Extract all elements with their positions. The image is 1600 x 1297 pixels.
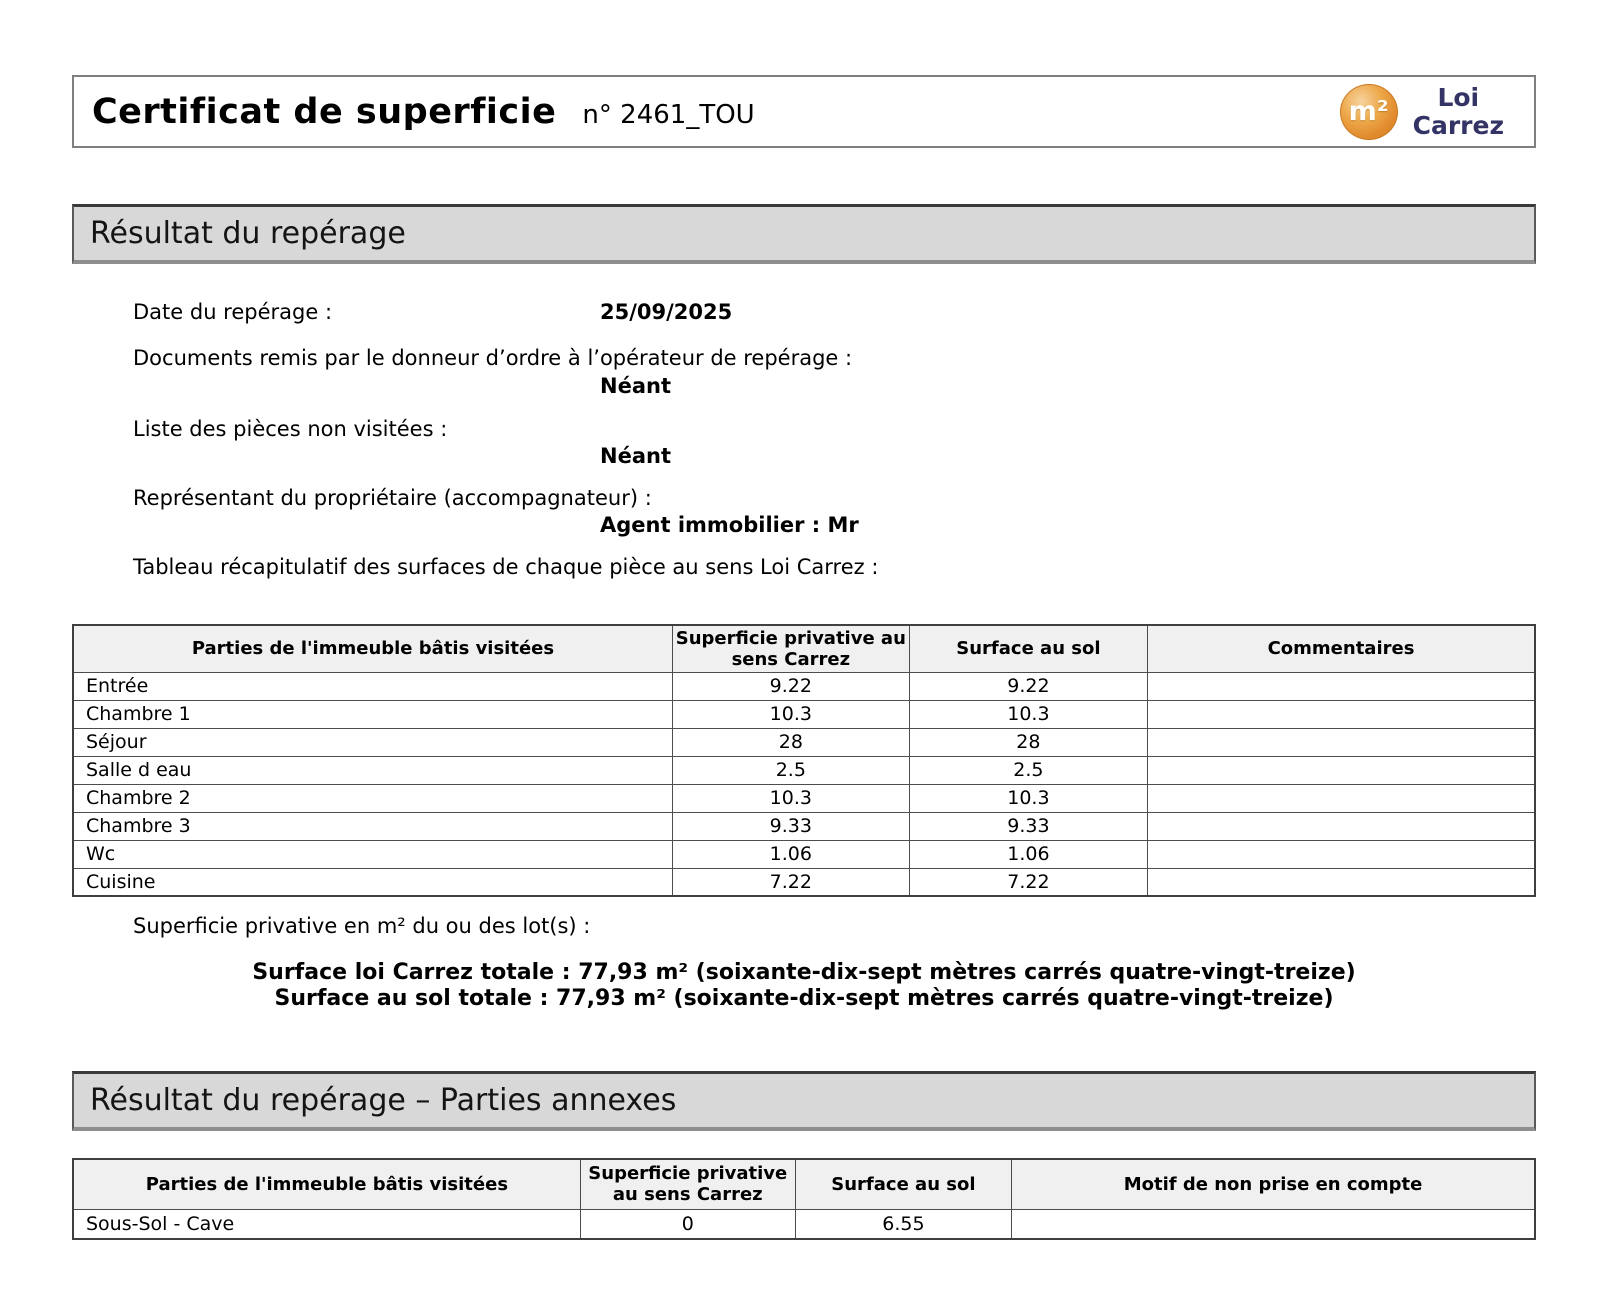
annex-table bbox=[72, 1158, 1536, 1240]
loi-carrez-label-line2: Carrez bbox=[1412, 110, 1504, 140]
table-cell: 10.3 bbox=[909, 784, 1147, 812]
table-row bbox=[73, 700, 1535, 728]
totals-intro: Superficie privative en m² du ou des lot(s) : bbox=[133, 914, 591, 938]
table-cell: Sous-Sol - Cave bbox=[73, 1209, 580, 1239]
column-header-superficie-carrez: Superficie privative au sens Carrez bbox=[672, 625, 909, 672]
table-cell: 9.33 bbox=[672, 812, 909, 840]
table-cell bbox=[1148, 840, 1535, 868]
field-value-date: 25/09/2025 bbox=[600, 300, 733, 324]
table-cell: Séjour bbox=[73, 728, 672, 756]
table-cell bbox=[1148, 700, 1535, 728]
rooms-table-intro: Tableau récapitulatif des surfaces de chaque pièce au sens Loi Carrez : bbox=[133, 555, 879, 579]
totals-block bbox=[72, 960, 1536, 1012]
total-floor-line: Surface au sol totale : 77,93 m² (soixante-dix-sept mètres carrés quatre-vingt-treize) bbox=[274, 986, 1334, 1011]
table-cell: Chambre 3 bbox=[73, 812, 672, 840]
table-cell: Chambre 1 bbox=[73, 700, 672, 728]
table-cell: Wc bbox=[73, 840, 672, 868]
field-value-representant: Agent immobilier : Mr bbox=[600, 513, 859, 537]
loi-carrez-label bbox=[1413, 84, 1504, 140]
table-cell: 9.33 bbox=[909, 812, 1147, 840]
rooms-table bbox=[72, 624, 1536, 897]
table-cell: 0 bbox=[580, 1209, 795, 1239]
table-cell: 28 bbox=[909, 728, 1147, 756]
table-cell: 10.3 bbox=[672, 700, 909, 728]
table-row bbox=[73, 728, 1535, 756]
table-cell: Salle d eau bbox=[73, 756, 672, 784]
section-header-annex bbox=[72, 1071, 1536, 1131]
column-header-motif: Motif de non prise en compte bbox=[1012, 1159, 1535, 1209]
table-cell: Entrée bbox=[73, 672, 672, 700]
section-title-main: Résultat du repérage bbox=[90, 216, 406, 251]
section-title-annex: Résultat du repérage – Parties annexes bbox=[90, 1083, 677, 1118]
field-label-representant: Représentant du propriétaire (accompagnateur) : bbox=[133, 486, 652, 510]
rooms-table-header-row bbox=[73, 625, 1535, 672]
table-cell: 9.22 bbox=[909, 672, 1147, 700]
table-row bbox=[73, 840, 1535, 868]
field-value-documents: Néant bbox=[600, 374, 671, 398]
table-row bbox=[73, 756, 1535, 784]
table-cell: 7.22 bbox=[672, 868, 909, 896]
field-label-documents: Documents remis par le donneur d’ordre à l’opérateur de repérage : bbox=[133, 346, 853, 370]
table-cell: 1.06 bbox=[672, 840, 909, 868]
field-label-date: Date du repérage : bbox=[133, 300, 333, 324]
annex-table-header-row bbox=[73, 1159, 1535, 1209]
column-header-commentaires: Commentaires bbox=[1148, 625, 1535, 672]
table-cell bbox=[1148, 784, 1535, 812]
table-cell: 6.55 bbox=[795, 1209, 1011, 1239]
table-cell: 28 bbox=[672, 728, 909, 756]
table-cell: Chambre 2 bbox=[73, 784, 672, 812]
document-page bbox=[72, 0, 1536, 1297]
table-row bbox=[73, 868, 1535, 896]
column-header-surface-sol-annex: Surface au sol bbox=[795, 1159, 1011, 1209]
table-cell: 2.5 bbox=[672, 756, 909, 784]
m2-badge-icon: m² bbox=[1340, 84, 1398, 140]
field-value-pieces-non-visitees: Néant bbox=[600, 444, 671, 468]
table-cell: 7.22 bbox=[909, 868, 1147, 896]
document-number: n° 2461_TOU bbox=[582, 99, 755, 130]
table-cell bbox=[1148, 756, 1535, 784]
table-cell: 10.3 bbox=[909, 700, 1147, 728]
document-title: Certificat de superficie bbox=[92, 91, 557, 132]
table-cell: Cuisine bbox=[73, 868, 672, 896]
table-cell bbox=[1012, 1209, 1535, 1239]
total-carrez-line: Surface loi Carrez totale : 77,93 m² (soixante-dix-sept mètres carrés quatre-vingt-treize) bbox=[252, 960, 1356, 985]
field-label-pieces-non-visitees: Liste des pièces non visitées : bbox=[133, 417, 448, 441]
table-row bbox=[73, 812, 1535, 840]
loi-carrez-logo bbox=[1340, 84, 1504, 140]
table-cell bbox=[1148, 812, 1535, 840]
table-cell: 2.5 bbox=[909, 756, 1147, 784]
table-cell: 1.06 bbox=[909, 840, 1147, 868]
table-row bbox=[73, 784, 1535, 812]
table-cell bbox=[1148, 868, 1535, 896]
column-header-surface-sol: Surface au sol bbox=[909, 625, 1147, 672]
loi-carrez-label-line1: Loi bbox=[1437, 82, 1480, 112]
table-cell bbox=[1148, 672, 1535, 700]
column-header-parties: Parties de l'immeuble bâtis visitées bbox=[73, 625, 672, 672]
table-row bbox=[73, 1209, 1535, 1239]
table-cell: 9.22 bbox=[672, 672, 909, 700]
table-cell: 10.3 bbox=[672, 784, 909, 812]
section-header-main bbox=[72, 204, 1536, 264]
table-row bbox=[73, 672, 1535, 700]
column-header-superficie-carrez-annex: Superficie privative au sens Carrez bbox=[580, 1159, 795, 1209]
table-cell bbox=[1148, 728, 1535, 756]
document-title-box bbox=[72, 75, 1536, 148]
column-header-parties-annex: Parties de l'immeuble bâtis visitées bbox=[73, 1159, 580, 1209]
